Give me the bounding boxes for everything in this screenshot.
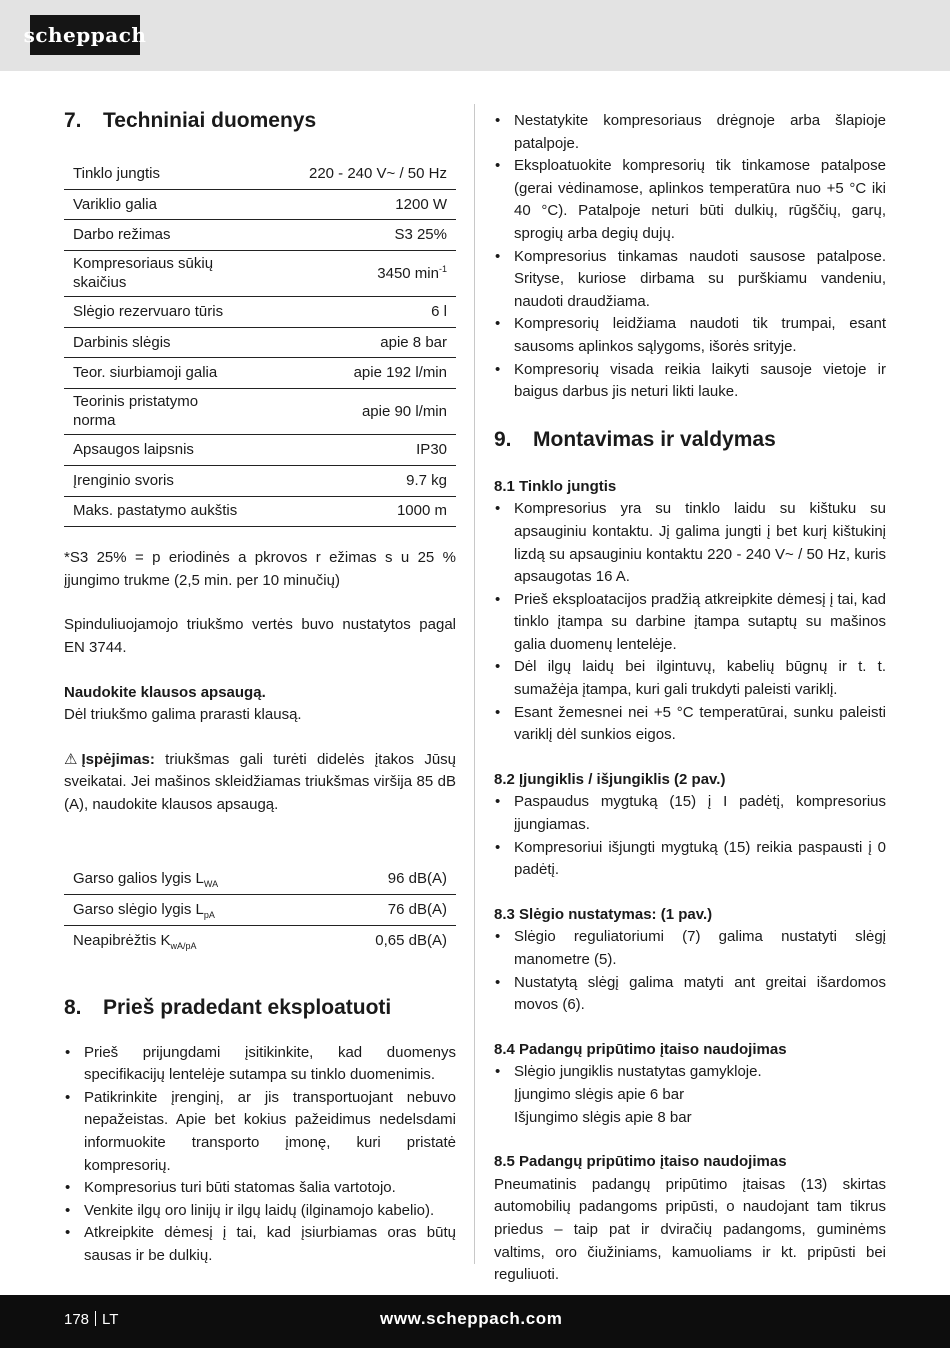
subsection-8-3-title: 8.3 Slėgio nustatymas: (1 pav.)	[494, 905, 713, 923]
table-row: Neapibrėžtis $K_{wA/pA}$ 0,65 dB(A)	[73, 931, 447, 951]
subsection-8-5-title: 8.5 Padangų pripūtimo įtaiso naudojimas	[494, 1153, 787, 1171]
section-7-heading: 7. Techniniai duomenys	[64, 109, 317, 132]
list-item: • Nustatytą slėgį galima matyti ant greitai išardomos movos (6).	[494, 972, 886, 1017]
website-link[interactable]: www.scheppach.com	[380, 1309, 563, 1328]
list-item: • Kompresoriui išjungti mygtuką (15) reikia paspausti į 0 padėtį.	[494, 837, 886, 882]
subsection-8-4-title: 8.4 Padangų pripūtimo įtaiso naudojimas	[494, 1040, 787, 1058]
list-item: • Nestatykite kompresoriaus drėgnoje arba šlapioje patalpoje.	[494, 110, 886, 155]
s3-footnote: *S3 25% = p eriodinės a pkrovos r ežimas s u 25 % įjungimo trukme (2,5 min. per 10 minučių)	[64, 549, 456, 589]
subsection-8-5-text: Pneumatinis padangų pripūtimo įtaisas (13) skirtas automobilių padangoms pripūsti, o naudojant tam tikrus priedus – taip pat ir dviračių padangoms, guminėms valtims, oro čiužiniams, kamuoliams ir kt. pripūsti bei reguliuoti.	[494, 1175, 886, 1284]
left-column	[64, 100, 456, 1268]
subsection-8-4-list	[494, 1061, 886, 1129]
table-row: Kompresoriaus sūkių skaičius 3450 $\min^{-1}$	[64, 251, 456, 297]
subsection-8-1-title: 8.1 Tinklo jungtis	[494, 477, 617, 495]
table-row: Slėgio rezervuaro tūris 6 l	[64, 297, 456, 328]
table-row: Teorinis pristatymo norma apie 90 l/min	[64, 389, 456, 435]
list-item: • Prieš eksploatacijos pradžią atkreipkite dėmesį į tai, kad tinklo įtampa su darbine įtampa sutaptų su mašinos galia duomenų lentelėje.	[494, 589, 886, 657]
table-row: Apsaugos laipsnis IP30	[64, 435, 456, 466]
list-item: • Kompresorius tinkamas naudoti sausose patalpose. Srityse, kuriose dirbama su purškiamu vandeniu, naudoti draudžiama.	[494, 246, 886, 314]
warning-triangle-icon: ⚠	[64, 750, 78, 768]
list-item: • Patikrinkite įrenginį, ar jis transportuojant nebuvo nepažeistas. Apie bet kokius pažeidimus nedelsdami informuokite transporto įmonę, kuri pristatė kompresorių.	[64, 1087, 456, 1177]
list-item: • Kompresorių visada reikia laikyti sausoje vietoje ir baigus darbus jis neturi likti lauke.	[494, 359, 886, 404]
ear-protection-heading: Naudokite klausos apsaugą.	[64, 683, 266, 701]
list-item: • Kompresorius yra su tinklo laidu su kištuku su apsauginiu kontaktu. Jį galima jungti į bet kurį kištukinį lizdą su apsauginiu kontaktu 220 - 240 V~ / 50 Hz, kuris apsaugotas 16 A.	[494, 498, 886, 588]
list-item: • Atkreipkite dėmesį į tai, kad įsiurbiamas oras būtų sausas ir be dulkių.	[64, 1222, 456, 1267]
list-item: • Dėl ilgų laidų bei ilgintuvų, kabelių būgnų ir t. t. sumažėja įtampa, kuri gali trukdyti paleisti variklį.	[494, 656, 886, 701]
section-8-heading: 8. Prieš pradedant eksploatuoti	[64, 995, 392, 1019]
table-row: Garso galios lygis $L_{WA}$ 96 dB(A)	[64, 865, 456, 895]
list-item: • Kompresorių leidžiama naudoti tik trumpai, esant sausoms aplinkos sąlygoms, išorės srityje.	[494, 313, 886, 358]
list-item: • Esant žemesnei nei +5 °C temperatūrai, sunku paleisti variklį dėl sunkios eigos.	[494, 702, 886, 747]
switch-off-pressure: Išjungimo slėgis apie 8 bar	[514, 1108, 692, 1126]
list-item: • Venkite ilgų oro linijų ir ilgų laidų (ilginamojo kabelio).	[64, 1200, 456, 1223]
noise-measurement-note: Spinduliuojamojo triukšmo vertės buvo nustatytos pagal EN 3744.	[64, 616, 456, 656]
table-row: Tinklo jungtis 220 - 240 V~ / 50 Hz	[64, 159, 456, 189]
table-row: Garso slėgio lygis $L_{pA}$ 76 dB(A)	[64, 895, 456, 926]
ear-protection-text: Dėl triukšmo galima prarasti klausą.	[64, 706, 302, 724]
page-header	[0, 0, 950, 71]
subsection-8-1-list	[494, 498, 886, 747]
separator	[95, 1311, 96, 1326]
table-row: Įrenginio svoris 9.7 kg	[64, 465, 456, 496]
subsection-8-2-list	[494, 791, 886, 881]
table-row: Variklio galia 1200 W	[64, 189, 456, 220]
table-row: Darbo režimas S3 25%	[64, 220, 456, 251]
table-row: Maks. pastatymo aukštis 1000 m	[64, 496, 456, 527]
page-number: 178 LT	[64, 1311, 119, 1328]
list-item: • Kompresorius turi būti statomas šalia vartotojo.	[64, 1177, 456, 1200]
right-column	[494, 110, 886, 1287]
scheppach-logo: scheppach	[30, 15, 140, 55]
subsection-8-3-list	[494, 926, 886, 1016]
noise-values-table	[64, 865, 456, 956]
subsection-8-2-title: 8.2 Įjungiklis / išjungiklis (2 pav.)	[494, 770, 726, 788]
list-item: • Slėgio jungiklis nustatytas gamykloje.	[494, 1061, 886, 1084]
section-8-list	[64, 1042, 456, 1268]
list-item: • Prieš prijungdami įsitikinkite, kad duomenys specifikacijų lentelėje sutampa su tinklo duomenimis.	[64, 1042, 456, 1087]
list-item: • Paspaudus mygtuką (15) į I padėtį, kompresorius įjungiamas.	[494, 791, 886, 836]
tech-specs-table	[64, 159, 456, 527]
warning-paragraph: ⚠ Įspėjimas: triukšmas gali turėti didelės įtakos Jūsų sveikatai. Jei mašinos skleidžiamas triukšmas viršija 85 dB (A), naudokite klausos apsaugą.	[64, 750, 456, 813]
switch-on-pressure: Įjungimo slėgis apie 6 bar	[514, 1085, 685, 1103]
page-footer	[0, 1295, 950, 1348]
column-divider	[474, 104, 475, 1264]
table-row: Teor. siurbiamoji galia apie 192 l/min	[64, 358, 456, 389]
list-item: • Eksploatuokite kompresorių tik tinkamose patalpose (gerai vėdinamose, aplinkos temperatūra nuo +5 °C iki 40 °C). Patalpoje neturi būti dulkių, rūgščių, garų, sprogių arba degių dujų.	[494, 155, 886, 245]
list-item: • Slėgio reguliatoriumi (7) galima nustatyti slėgį manometre (5).	[494, 926, 886, 971]
table-row: Darbinis slėgis apie 8 bar	[64, 327, 456, 358]
section-8-list-continued	[494, 110, 886, 404]
section-9-heading: 9. Montavimas ir valdymas	[494, 427, 776, 451]
